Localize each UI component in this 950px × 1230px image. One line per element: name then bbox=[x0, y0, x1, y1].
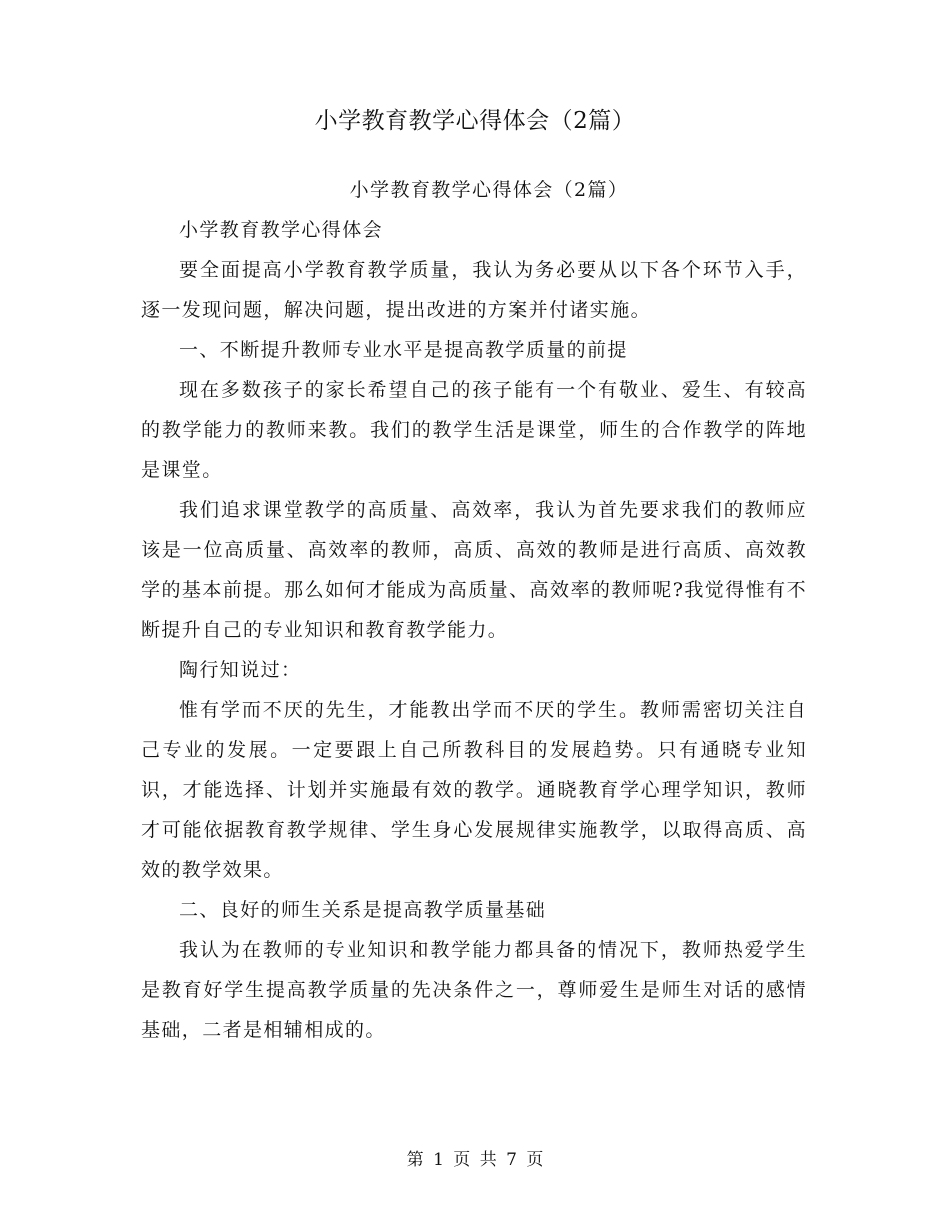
paragraph: 要全面提高小学教育教学质量，我认为务必要从以下各个环节入手，逐一发现问题，解决问题，提出改进的方案并付诸实施。 bbox=[141, 259, 807, 321]
paragraph: 惟有学而不厌的先生，才能教出学而不厌的学生。教师需密切关注自己专业的发展。一定要跟上自己所教科目的发展趋势。只有通晓专业知识，才能选择、计划并实施最有效的教学。通晓教育学心理学知识，教师才可能依据教育教学规律、学生身心发展规律实施教学，以取得高质、高效的教学效果。 bbox=[141, 699, 807, 881]
paragraph: 我们追求课堂教学的高质量、高效率，我认为首先要求我们的教师应该是一位高质量、高效率的教师，高质、高效的教师是进行高质、高效教学的基本前提。那么如何才能成为高质量、高效率的教师呢?我觉得惟有不断提升自己的专业知识和教育教学能力。 bbox=[141, 499, 807, 641]
section-heading: 一、不断提升教师专业水平是提高教学质量的前提 bbox=[179, 339, 628, 361]
document-body bbox=[141, 170, 807, 1050]
section-heading: 小学教育教学心得体会 bbox=[179, 219, 384, 241]
paragraph: 我认为在教师的专业知识和教学能力都具备的情况下，教师热爱学生是教育好学生提高教学质量的先决条件之一，尊师爱生是师生对话的感情基础，二者是相辅相成的。 bbox=[141, 939, 807, 1041]
paragraph: 现在多数孩子的家长希望自己的孩子能有一个有敬业、爱生、有较高的教学能力的教师来教。我们的教学生活是课堂，师生的合作教学的阵地是课堂。 bbox=[141, 379, 807, 481]
section-heading: 二、良好的师生关系是提高教学质量基础 bbox=[179, 899, 547, 921]
paragraph: 陶行知说过： bbox=[179, 659, 302, 681]
document-title: 小学教育教学心得体会（2篇） bbox=[314, 108, 636, 134]
page-number: 第 1 页 共 7 页 bbox=[406, 1150, 544, 1170]
document-subtitle: 小学教育教学心得体会（2篇） bbox=[349, 179, 629, 201]
